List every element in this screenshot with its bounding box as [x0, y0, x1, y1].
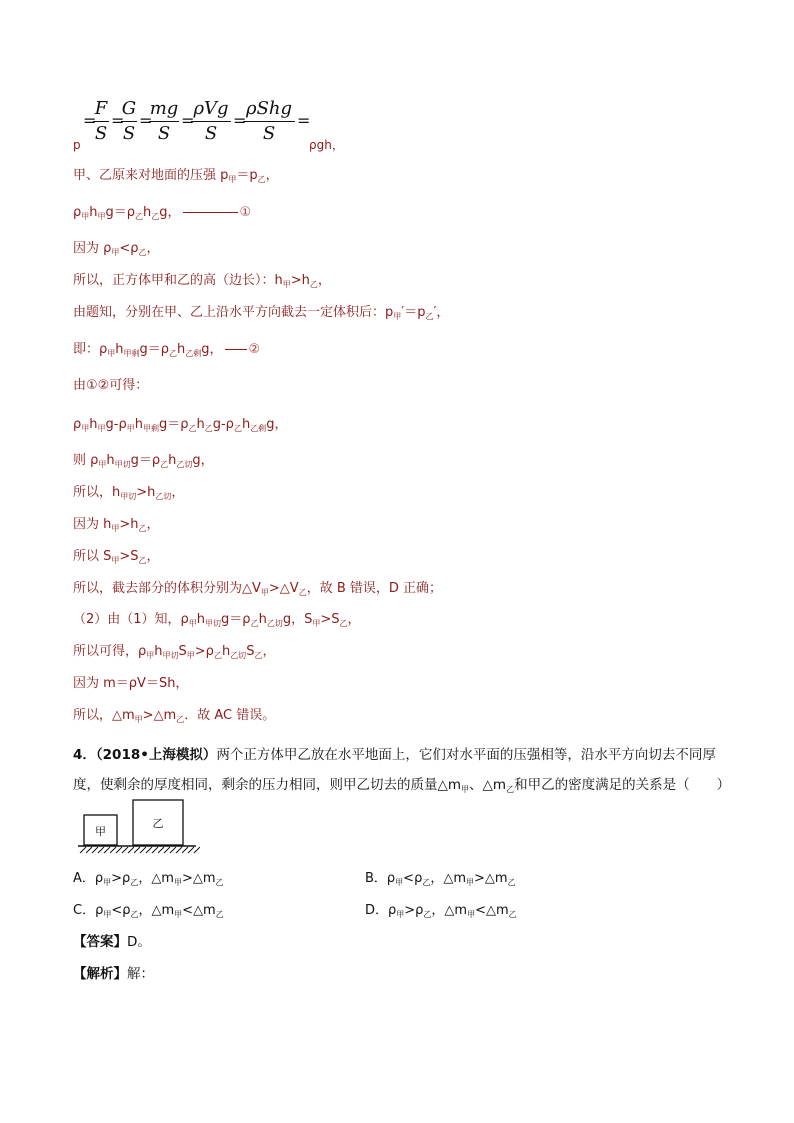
subscript: 乙 — [250, 619, 259, 628]
text: D．ρ — [365, 903, 397, 918]
text: 所以 S — [73, 549, 112, 564]
equals-sign: = — [83, 111, 97, 130]
text: A．ρ — [73, 871, 104, 886]
text: ， — [146, 241, 160, 256]
subscript: 甲 — [186, 651, 195, 660]
subscript: 甲 — [81, 424, 90, 433]
equals-sign: = — [111, 111, 125, 130]
text: <ρ — [111, 903, 131, 918]
hatch-stroke — [128, 847, 134, 853]
text: ′， — [433, 305, 450, 320]
text: ρ — [73, 417, 82, 432]
solution-line-10 — [73, 484, 184, 506]
subscript: 甲切 — [120, 492, 137, 501]
equals-sign: = — [297, 111, 311, 130]
hatch-stroke — [80, 847, 86, 853]
fraction-mg-s — [149, 98, 179, 145]
text: C．ρ — [73, 903, 104, 918]
solution-line-4 — [73, 272, 331, 294]
hatch-stroke — [98, 847, 104, 853]
hatch-stroke — [116, 847, 122, 853]
subscript: 甲 — [312, 619, 321, 628]
numerator: F — [94, 98, 108, 119]
text: ， — [265, 168, 279, 183]
subscript: 乙剩 — [185, 349, 202, 358]
equation-marker-1: ① — [239, 205, 252, 220]
subscript: 甲 — [188, 619, 197, 628]
text: 由题知，分别在甲、乙上沿水平方向截去一定体积后：p — [73, 305, 394, 320]
subscript: 甲 — [103, 910, 112, 919]
subscript: 乙 — [215, 910, 224, 919]
subscript: 甲 — [466, 878, 474, 887]
subscript: 甲 — [393, 312, 402, 321]
hatch-stroke — [110, 847, 116, 853]
text: ．故 AC 错误。 — [184, 708, 276, 723]
text: h — [106, 453, 115, 468]
cube-yi-label: 乙 — [152, 817, 164, 830]
denominator: S — [204, 123, 218, 144]
subscript: 乙 — [135, 212, 144, 221]
solution-line-12 — [73, 548, 160, 570]
text: h — [177, 342, 186, 357]
text: h — [143, 205, 152, 220]
text: <ρ — [119, 241, 139, 256]
subscript: 甲切 — [162, 651, 179, 660]
hatch-stroke — [164, 847, 170, 853]
text: ， — [146, 549, 160, 564]
question-number: 4． — [73, 747, 96, 763]
solution-line-1 — [73, 167, 279, 189]
question-text: 和甲乙的密度满足的关系是（ ） — [514, 777, 731, 793]
hatch-stroke — [122, 847, 128, 853]
subscript: 乙 — [423, 910, 432, 919]
analysis-label: 【解析】 — [73, 966, 127, 982]
subscript: 乙 — [138, 248, 147, 257]
subscript: 甲 — [111, 524, 120, 533]
text: h — [89, 205, 98, 220]
subscript: 乙切 — [155, 492, 172, 501]
subscript: 乙 — [169, 349, 178, 358]
fraction-rhovg-s — [191, 98, 231, 145]
text: ，△m — [430, 871, 466, 886]
subscript: 乙剩 — [250, 424, 267, 433]
subscript: 甲 — [396, 910, 405, 919]
subscript: 甲剩 — [142, 424, 159, 433]
text: ，故 B 错误，D 正确； — [306, 581, 443, 596]
subscript: 乙 — [151, 212, 160, 221]
solution-line-13 — [73, 580, 442, 602]
subscript: 乙 — [257, 175, 266, 184]
subscript: 乙 — [160, 460, 169, 469]
subscript: 甲 — [260, 588, 269, 597]
option-c[interactable] — [73, 899, 224, 920]
formula-p-label: p — [73, 138, 81, 152]
text: >ρ — [194, 644, 214, 659]
subscript: 乙 — [138, 556, 147, 565]
subscript: 甲 — [111, 248, 120, 257]
text: ′＝p — [401, 305, 426, 320]
text: g-ρ — [105, 417, 127, 432]
denominator: S — [94, 123, 108, 144]
hatch-stroke — [104, 847, 110, 853]
answer-value: D。 — [127, 934, 151, 950]
hatch-stroke — [86, 847, 92, 853]
subscript: 甲 — [81, 212, 90, 221]
text: g＝ρ — [158, 417, 189, 432]
question-text: 两个正方体甲乙放在水平地面上，它们对水平面的压强相等，沿水平方向切去不同厚 — [216, 747, 716, 763]
text: h — [241, 417, 251, 432]
text: 所以，△m — [73, 708, 135, 723]
numerator: G — [121, 98, 137, 119]
subscript: 乙 — [507, 878, 516, 887]
text: h — [168, 453, 177, 468]
hatch-stroke — [134, 847, 140, 853]
text: S — [178, 644, 187, 659]
subscript: 乙 — [188, 424, 197, 433]
text: 因为 m＝ρV＝Sh， — [73, 676, 189, 691]
text: >△V — [268, 581, 299, 596]
text: <△m — [475, 903, 509, 918]
subscript: 甲 — [282, 280, 291, 289]
text: （2）由（1）知，ρ — [73, 612, 189, 627]
text: <ρ — [403, 871, 423, 886]
option-b[interactable] — [365, 867, 516, 888]
option-a[interactable] — [73, 867, 224, 888]
numerator: mg — [149, 98, 179, 119]
subscript: 甲 — [98, 460, 107, 469]
subscript: 甲 — [103, 878, 112, 887]
text: 所以，正方体甲和乙的高（边长）：h — [73, 273, 283, 288]
solution-line-5 — [73, 304, 449, 326]
subscript: 甲 — [107, 349, 116, 358]
question-source: （2018•上海模拟） — [95, 747, 217, 763]
text: ， — [347, 612, 361, 627]
text: ， — [317, 273, 331, 288]
subscript: 乙 — [254, 651, 263, 660]
text: g， — [159, 205, 181, 220]
text: g＝ρ — [105, 205, 136, 220]
text: 所以，截去部分的体积分别为△V — [73, 581, 261, 596]
equals-sign: = — [233, 111, 247, 130]
text: g＝ρ — [139, 342, 170, 357]
text: h — [196, 417, 205, 432]
subscript: 甲 — [134, 715, 143, 724]
subscript: 甲 — [146, 651, 155, 660]
text: h — [115, 342, 124, 357]
subscript: 乙 — [233, 424, 242, 433]
solution-line-16 — [73, 675, 188, 693]
solution-line-7 — [73, 377, 148, 395]
text: 即：ρ — [73, 342, 108, 357]
equals-sign: = — [139, 111, 153, 130]
text: 由①②可得： — [73, 378, 149, 393]
text: >△m — [142, 708, 177, 723]
solution-line-2 — [73, 204, 251, 226]
solution-line-14 — [73, 611, 361, 633]
text: >△m — [474, 871, 508, 886]
text: B．ρ — [365, 871, 396, 886]
analysis-value: 解： — [127, 966, 154, 982]
text: 所以可得，ρ — [73, 644, 147, 659]
equation-marker-2: ② — [248, 342, 261, 357]
text: 则 ρ — [73, 453, 99, 468]
subscript: 乙 — [422, 878, 431, 887]
subscript: 甲 — [395, 878, 404, 887]
question-4 — [73, 740, 733, 805]
hatch-stroke — [182, 847, 188, 853]
solution-line-3 — [73, 240, 160, 262]
subscript: 乙 — [215, 878, 224, 887]
text: h — [134, 417, 143, 432]
subscript: 乙 — [309, 280, 318, 289]
subscript: 乙 — [298, 588, 307, 597]
hatch-stroke — [146, 847, 152, 853]
solution-line-11 — [73, 516, 160, 538]
subscript: 甲 — [97, 424, 106, 433]
text: ρ — [73, 205, 82, 220]
hatch-stroke — [194, 847, 200, 853]
subscript: 乙 — [339, 619, 348, 628]
solution-line-17 — [73, 707, 275, 729]
subscript: 甲 — [174, 910, 183, 919]
subscript: 甲 — [111, 556, 120, 565]
subscript: 甲剩 — [123, 349, 140, 358]
denominator: S — [262, 123, 276, 144]
hatch-stroke — [170, 847, 176, 853]
analysis-line — [73, 962, 154, 982]
answer-line — [73, 930, 151, 950]
subscript: 乙 — [204, 424, 213, 433]
option-d[interactable] — [365, 899, 517, 920]
text: g， — [192, 453, 214, 468]
subscript: 乙 — [130, 878, 139, 887]
subscript: 甲 — [467, 910, 476, 919]
hatch-stroke — [176, 847, 182, 853]
text: 所以，h — [73, 485, 121, 500]
subscript: 乙 — [213, 651, 222, 660]
subscript: 甲 — [97, 212, 106, 221]
question-text: 、△m — [469, 777, 507, 793]
text: ， — [146, 517, 160, 532]
numerator: ρShg — [245, 98, 293, 119]
subscript: 乙 — [138, 524, 147, 533]
fraction-rhoshg-s — [243, 98, 295, 145]
subscript: 乙 — [425, 312, 434, 321]
text: h — [221, 644, 231, 659]
text: >h — [119, 517, 139, 532]
text: ＝p — [236, 168, 258, 183]
subscript: 乙切 — [176, 460, 193, 469]
text: ，△m — [431, 903, 468, 918]
subscript: 甲 — [461, 785, 470, 794]
text: h — [258, 612, 267, 627]
text: g， — [201, 342, 223, 357]
denominator: S — [157, 123, 171, 144]
subscript: 甲 — [173, 878, 182, 887]
question-text: 度，使剩余的厚度相同，剩余的压力相同，则甲乙切去的质量△m — [73, 777, 462, 793]
solution-line-8 — [73, 416, 287, 438]
text: >h — [290, 273, 310, 288]
subscript: 甲切 — [205, 619, 222, 628]
subscript: 乙切 — [266, 619, 283, 628]
text: >ρ — [404, 903, 424, 918]
text: ， — [262, 644, 276, 659]
text: h — [154, 644, 163, 659]
text: >S — [320, 612, 340, 627]
text: 甲、乙原来对地面的压强 p — [73, 168, 229, 183]
text: >ρ — [111, 871, 131, 886]
solution-line-15 — [73, 643, 275, 665]
cubes-figure — [76, 798, 200, 856]
text: S — [246, 644, 255, 659]
subscript: 甲切 — [114, 460, 131, 469]
subscript: 甲 — [228, 175, 237, 184]
text: g， — [266, 417, 288, 432]
subscript: 乙切 — [230, 651, 247, 660]
text: ，△m — [138, 903, 175, 918]
fraction-f-s — [93, 98, 109, 145]
text: 因为 ρ — [73, 241, 112, 256]
dash-line — [183, 212, 238, 213]
text: h — [196, 612, 206, 627]
ground-hatch — [80, 847, 200, 853]
answer-label: 【答案】 — [73, 934, 127, 950]
hatch-stroke — [152, 847, 158, 853]
text: >S — [119, 549, 139, 564]
numerator: ρVg — [193, 98, 229, 119]
hatch-stroke — [158, 847, 164, 853]
subscript: 乙 — [176, 715, 185, 724]
formula-tail: ρgh， — [309, 138, 344, 152]
subscript: 乙 — [130, 910, 139, 919]
denominator: S — [122, 123, 136, 144]
text: <△m — [182, 903, 216, 918]
text: >△m — [181, 871, 216, 886]
dash-line — [225, 349, 247, 350]
text: ，△m — [138, 871, 174, 886]
solution-line-9 — [73, 452, 214, 474]
text: h — [89, 417, 98, 432]
text: g＝ρ — [221, 612, 251, 627]
cube-jia-label: 甲 — [95, 825, 106, 838]
subscript: 甲 — [126, 424, 135, 433]
equals-sign: = — [181, 111, 195, 130]
text: >h — [136, 485, 156, 500]
text: g，S — [282, 612, 313, 627]
text: g＝ρ — [130, 453, 161, 468]
text: ， — [171, 485, 185, 500]
hatch-stroke — [92, 847, 98, 853]
text: 因为 h — [73, 517, 112, 532]
hatch-stroke — [140, 847, 146, 853]
subscript: 乙 — [508, 910, 517, 919]
text: g-ρ — [212, 417, 234, 432]
solution-line-6 — [73, 341, 260, 363]
subscript: 乙 — [506, 785, 515, 794]
hatch-stroke — [188, 847, 194, 853]
question-line-1 — [73, 740, 733, 770]
fraction-g-s — [121, 98, 137, 145]
